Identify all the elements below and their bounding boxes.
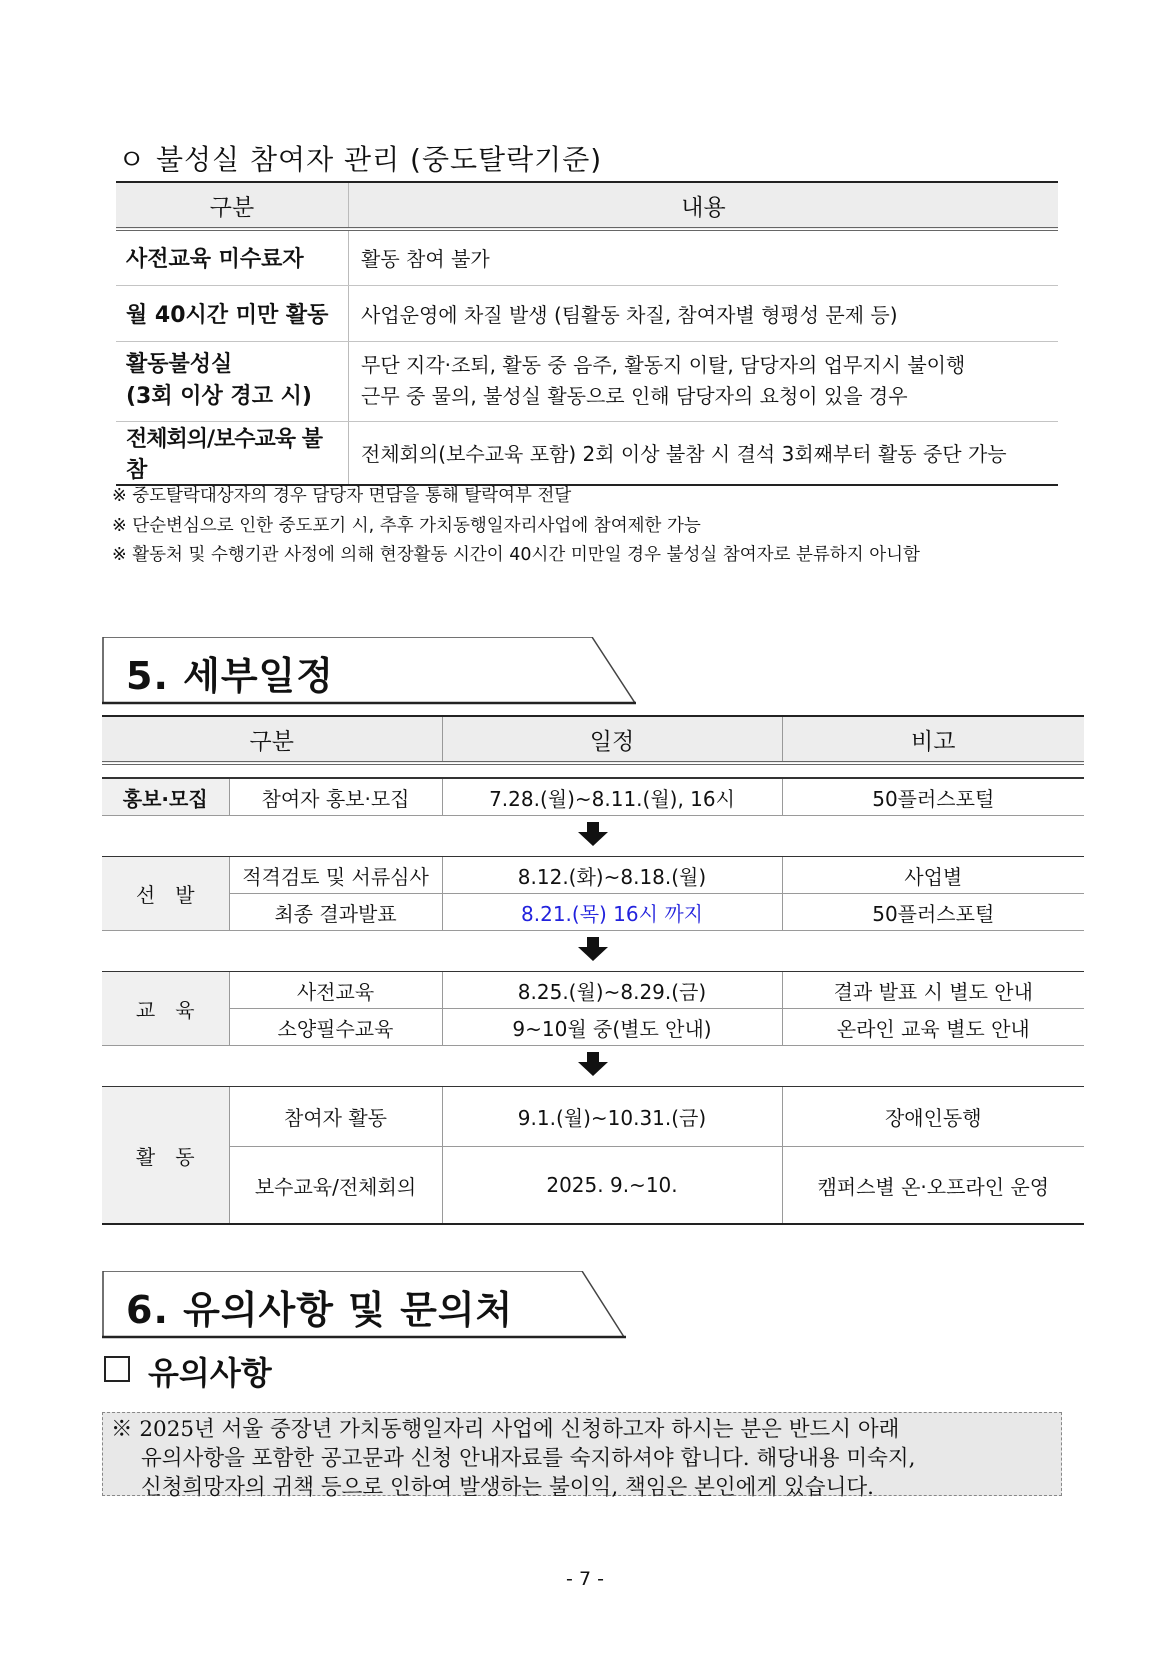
notice-line: 유의사항을 포함한 공고문과 신청 안내자료를 숙지하셔야 합니다. 해당내용 미숙지, bbox=[141, 1446, 916, 1471]
note-item: ※ 중도탈락대상자의 경우 담당자 면담을 통해 탈락여부 전달 bbox=[112, 486, 572, 506]
schedule-item: 소양필수교육 bbox=[229, 1009, 442, 1046]
schedule-note: 장애인동행 bbox=[782, 1087, 1084, 1147]
category-selection: 선 발 bbox=[102, 857, 229, 931]
schedule-table bbox=[102, 715, 1084, 1225]
row-label-sub: (3회 이상 경고 시) bbox=[126, 384, 312, 409]
table-row bbox=[102, 1009, 1084, 1046]
arrow-down-icon bbox=[578, 942, 608, 966]
schedule-note: 50플러스포털 bbox=[782, 894, 1084, 931]
schedule-note: 온라인 교육 별도 안내 bbox=[782, 1009, 1084, 1046]
schedule-item: 최종 결과발표 bbox=[229, 894, 442, 931]
header-remarks: 비고 bbox=[782, 716, 1084, 763]
row-label: 월 40시간 미만 활동 bbox=[116, 285, 349, 341]
schedule-note: 결과 발표 시 별도 안내 bbox=[782, 972, 1084, 1009]
table-row bbox=[102, 857, 1084, 894]
notice-line: ※ 2025년 서울 중장년 가치동행일자리 사업에 신청하고자 하시는 분은 반드시 아래 bbox=[111, 1417, 900, 1442]
row-label: 사전교육 미수료자 bbox=[116, 229, 349, 285]
note-item: ※ 활동처 및 수행기관 사정에 의해 현장활동 시간이 40시간 미만일 경우 불성실 참여자로 분류하지 아니함 bbox=[112, 545, 920, 565]
row-content: 전체회의(보수교육 포함) 2회 이상 불참 시 결석 3회째부터 활동 중단 가능 bbox=[349, 421, 1059, 485]
row-content: 사업운영에 차질 발생 (팀활동 차질, 참여자별 형평성 문제 등) bbox=[349, 285, 1059, 341]
row-content-sub: 근무 중 물의, 불성실 활동으로 인해 담당자의 요청이 있을 경우 bbox=[361, 384, 908, 408]
schedule-item: 사전교육 bbox=[229, 972, 442, 1009]
header-category: 구분 bbox=[102, 716, 442, 763]
management-table bbox=[116, 181, 1058, 486]
schedule-date: 8.25.(월)~8.29.(금) bbox=[442, 972, 782, 1009]
note-item: ※ 단순변심으로 인한 중도포기 시, 추후 가치동행일자리사업에 참여제한 가능 bbox=[112, 515, 701, 536]
header-category: 구분 bbox=[116, 182, 349, 229]
notes bbox=[112, 482, 920, 571]
section-title-box bbox=[102, 1271, 622, 1337]
schedule-date: 9.1.(월)~10.31.(금) bbox=[442, 1087, 782, 1147]
schedule-date: 7.28.(월)~8.11.(월), 16시 bbox=[442, 778, 782, 816]
table-row bbox=[116, 421, 1058, 485]
notice-line: 신청희망자의 귀책 등으로 인하여 발생하는 불이익, 책임은 본인에게 있습니다. bbox=[141, 1475, 874, 1500]
section-title-box bbox=[102, 637, 632, 703]
header-content: 내용 bbox=[349, 182, 1059, 229]
sub-heading-management: ㅇ 불성실 참여자 관리 (중도탈락기준) bbox=[118, 143, 603, 176]
table-row bbox=[116, 341, 1058, 421]
notice-box bbox=[102, 1412, 1062, 1500]
row-label: 활동불성실 bbox=[126, 352, 233, 377]
arrow-down-icon bbox=[578, 827, 608, 851]
schedule-note: 캠퍼스별 온·오프라인 운영 bbox=[782, 1147, 1084, 1225]
schedule-date: 8.12.(화)~8.18.(월) bbox=[442, 857, 782, 894]
row-content: 무단 지각·조퇴, 활동 중 음주, 활동지 이탈, 담당자의 업무지시 불이행 bbox=[361, 353, 966, 377]
row-content: 활동 참여 불가 bbox=[349, 229, 1059, 285]
table-row bbox=[102, 972, 1084, 1009]
schedule-date-highlight: 8.21.(목) 16시 까지 bbox=[442, 894, 782, 931]
schedule-note: 50플러스포털 bbox=[782, 778, 1084, 816]
table-row bbox=[116, 285, 1058, 341]
schedule-date: 9~10월 중(별도 안내) bbox=[442, 1009, 782, 1046]
schedule-date: 2025. 9.~10. bbox=[442, 1147, 782, 1225]
category-activity: 활 동 bbox=[102, 1087, 229, 1225]
category-education: 교 육 bbox=[102, 972, 229, 1046]
notice-heading bbox=[104, 1348, 272, 1394]
category-promo: 홍보·모집 bbox=[102, 778, 229, 816]
schedule-item: 참여자 활동 bbox=[229, 1087, 442, 1147]
row-label: 전체회의/보수교육 불참 bbox=[116, 421, 349, 485]
page-number: - 7 - bbox=[566, 1568, 604, 1590]
schedule-item: 적격검토 및 서류심사 bbox=[229, 857, 442, 894]
schedule-note: 사업별 bbox=[782, 857, 1084, 894]
schedule-item: 보수교육/전체회의 bbox=[229, 1147, 442, 1225]
table-row bbox=[102, 894, 1084, 931]
table-row bbox=[102, 1147, 1084, 1225]
notice-heading-text: 유의사항 bbox=[148, 1354, 272, 1392]
checkbox-square-icon bbox=[104, 1356, 130, 1382]
header-schedule: 일정 bbox=[442, 716, 782, 763]
table-row bbox=[102, 778, 1084, 816]
section-title: 5. 세부일정 bbox=[126, 654, 334, 698]
table-row bbox=[102, 1087, 1084, 1147]
section-title: 6. 유의사항 및 문의처 bbox=[126, 1288, 514, 1332]
arrow-down-icon bbox=[578, 1057, 608, 1081]
schedule-item: 참여자 홍보·모집 bbox=[229, 778, 442, 816]
table-row bbox=[116, 229, 1058, 285]
